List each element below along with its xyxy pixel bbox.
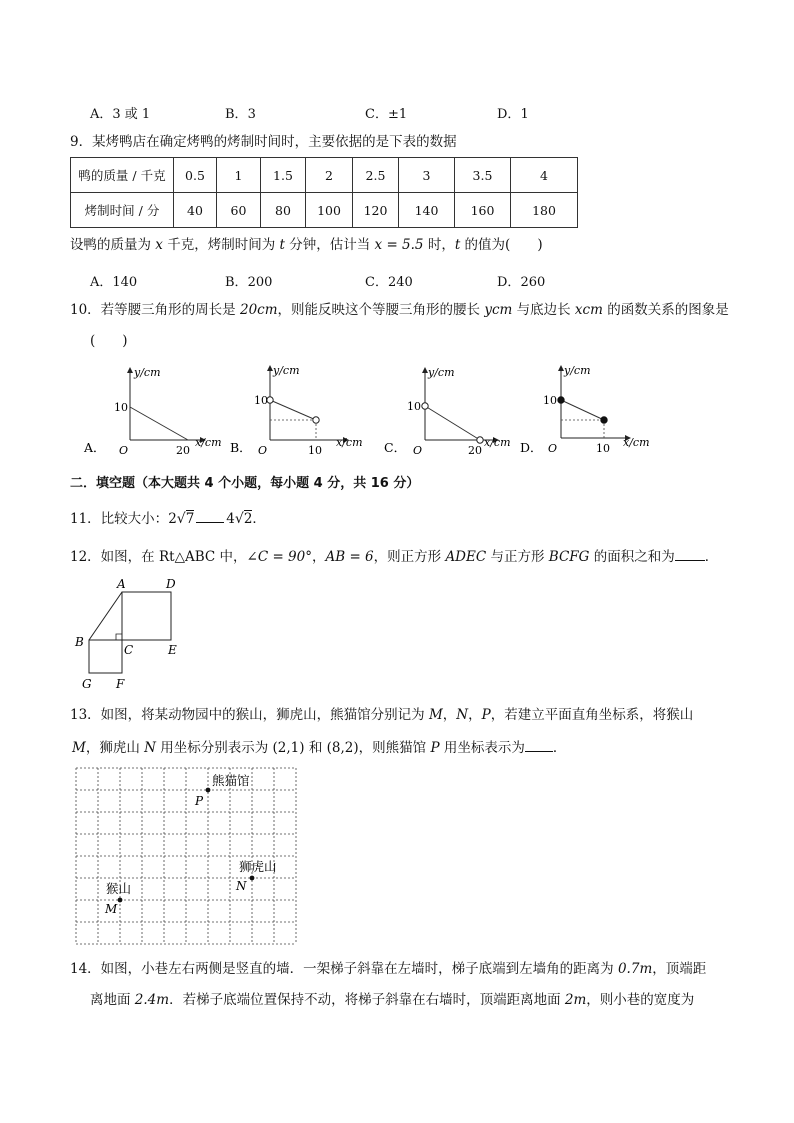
answer-blank[interactable] (525, 737, 553, 752)
table-cell: 40 (174, 193, 217, 228)
text: 12．如图，在 (70, 549, 159, 565)
math-var: P (430, 740, 440, 756)
text: 千克，烤制时间为 (162, 237, 280, 253)
math-expr: 2.4m (134, 992, 170, 1008)
math-expr: 20cm (239, 302, 278, 318)
table-cell: 100 (306, 193, 353, 228)
text: 14．如图，小巷左右两侧是竖直的墙．一架梯子斜靠在左墙时，梯子底端到左墙角的距离为 (70, 961, 618, 977)
y-axis-label: y/cm (134, 366, 161, 379)
text: 和 (304, 740, 327, 756)
y-tick-label: 10 (543, 394, 557, 407)
q12-stem (70, 546, 718, 566)
text: 用坐标分别表示为 (155, 740, 273, 756)
math-expr: ∠C = 90° (246, 549, 312, 565)
y-axis-label: y/cm (428, 366, 455, 379)
answer-paren[interactable]: 的值为( ) (460, 237, 543, 253)
x-tick-label: 20 (176, 444, 190, 457)
table-cell: 60 (217, 193, 261, 228)
label-lion: 狮虎山 (239, 859, 277, 874)
text: 13．如图，将某动物园中的猴山，狮虎山，熊猫馆分别记为 (70, 707, 429, 723)
point-m (118, 898, 123, 903)
graph-option-letter: A． (84, 440, 106, 455)
text: ，则熊猫馆 (358, 740, 431, 756)
table-cell: 2 (306, 158, 353, 193)
math-var: N (456, 707, 469, 723)
q13-map-grid (75, 767, 299, 945)
q8-option-a[interactable] (90, 103, 150, 122)
x-tick-label: 10 (308, 444, 322, 457)
table-header-cell: 鸭的质量 / 千克 (71, 158, 174, 193)
radicand: 2 (243, 511, 253, 527)
text: 用坐标表示为 (439, 740, 525, 756)
table-row (71, 193, 578, 228)
option-text: ±1 (387, 107, 408, 122)
q8-option-b[interactable] (225, 103, 256, 122)
text: ，顶端距 (652, 961, 707, 977)
q9-option-a[interactable] (90, 271, 137, 290)
option-text: 200 (247, 275, 273, 290)
option-letter: C． (365, 107, 388, 122)
math-expr: 2m (564, 992, 587, 1008)
label-d: D (166, 577, 176, 591)
table-cell: 3 (399, 158, 455, 193)
q12-figure (70, 574, 190, 694)
math-expr: Rt△ABC (158, 549, 216, 565)
label-n: N (236, 879, 247, 893)
q9-stem: 9．某烤鸭店在确定烤鸭的烤制时间时，主要依据的是下表的数据 (70, 134, 457, 150)
math-var: t (454, 237, 461, 253)
math-expr: x = 5.5 (374, 237, 424, 253)
label-panda: 熊猫馆 (212, 773, 250, 788)
table-cell: 180 (511, 193, 578, 228)
table-cell: 1.5 (261, 158, 306, 193)
solid-point (558, 397, 564, 403)
q11-stem (70, 508, 266, 528)
text: 的面积之和为 (589, 549, 675, 565)
origin-label: O (258, 444, 268, 457)
text: ，则小巷的宽度为 (586, 992, 695, 1008)
math-expr: (8,2) (326, 740, 359, 756)
table-cell: 120 (353, 193, 399, 228)
q10-stem (70, 301, 729, 319)
option-text: 3 或 1 (112, 107, 151, 122)
option-letter: D． (497, 107, 521, 122)
label-e: E (168, 643, 177, 657)
label-monkey: 猴山 (106, 881, 132, 896)
graph-line (130, 407, 188, 440)
math-expr: ADEC (445, 549, 487, 565)
q14-stem-line1 (70, 960, 706, 978)
option-text: 240 (387, 275, 413, 290)
math-expr: AB = 6 (325, 549, 374, 565)
option-letter: B． (225, 107, 248, 122)
origin-label: O (413, 444, 423, 457)
table-cell: 80 (261, 193, 306, 228)
q8-option-c[interactable] (365, 103, 407, 122)
q9-option-b[interactable] (225, 271, 272, 290)
q9-option-c[interactable] (365, 271, 413, 290)
x-axis-label: x/cm (336, 436, 363, 449)
text: 设鸭的质量为 (70, 237, 156, 253)
option-letter: B． (225, 275, 248, 290)
label-p: P (195, 794, 204, 808)
section-title: 二．填空题（本大题共 4 个小题，每小题 4 分，共 16 分） (70, 476, 420, 491)
q8-option-d[interactable] (497, 103, 529, 122)
text: ， (311, 549, 326, 565)
graph-c[interactable] (384, 366, 511, 457)
label-b: B (75, 635, 84, 649)
graph-d[interactable] (520, 364, 650, 455)
y-tick-label: 10 (254, 394, 268, 407)
table-cell: 4 (511, 158, 578, 193)
option-text: 3 (247, 107, 256, 122)
table-cell: 3.5 (455, 158, 511, 193)
math-var: xcm (574, 302, 603, 318)
q10-graphs (80, 362, 700, 458)
x-tick-label: 10 (596, 442, 610, 455)
table-cell: 0.5 (174, 158, 217, 193)
q13-stem-line1 (70, 706, 693, 724)
math-var: x (155, 237, 163, 253)
table-cell: 2.5 (353, 158, 399, 193)
math-var: ycm (484, 302, 513, 318)
text: ． (704, 549, 719, 565)
table-cell: 160 (455, 193, 511, 228)
text: ，狮虎山 (85, 740, 145, 756)
graph-option-letter: B． (230, 440, 252, 455)
q9-option-d[interactable] (497, 271, 545, 290)
math-var: t (279, 237, 285, 253)
math-var: M (72, 740, 86, 756)
origin-label: O (548, 442, 558, 455)
text: 的函数关系的图象是 (602, 302, 729, 318)
text: 10．若等腰三角形的周长是 (70, 302, 240, 318)
table-header-cell: 烤制时间 / 分 (71, 193, 174, 228)
x-tick-label: 20 (468, 444, 482, 457)
open-point (313, 417, 319, 423)
duck-table (70, 157, 578, 228)
y-axis-label: y/cm (273, 364, 300, 377)
text: 时， (423, 237, 455, 253)
sqrt-icon: √ (234, 511, 244, 527)
option-letter: A． (90, 107, 113, 122)
q13-stem-line2 (72, 737, 566, 757)
table-row (71, 158, 578, 193)
text: 分钟，估计当 (284, 237, 375, 253)
label-g: G (82, 677, 92, 691)
table-cell: 140 (399, 193, 455, 228)
solid-point (601, 417, 607, 423)
text: 与底边长 (512, 302, 575, 318)
table-cell: 1 (217, 158, 261, 193)
option-text: 1 (520, 107, 529, 122)
answer-blank[interactable] (196, 508, 224, 523)
math-var: N (144, 740, 156, 756)
open-point (422, 403, 428, 409)
option-letter: C． (365, 275, 388, 290)
graph-option-letter: C． (384, 440, 407, 455)
q14-stem-line2 (90, 991, 694, 1009)
option-letter: D． (497, 275, 521, 290)
text: 11．比较大小： (70, 511, 169, 527)
open-point (477, 437, 483, 443)
text: ． (552, 740, 567, 756)
text: 中， (215, 549, 247, 565)
point-p (206, 788, 211, 793)
graph-line (270, 400, 316, 420)
text: ，则正方形 (373, 549, 446, 565)
radicand: 7 (185, 511, 195, 527)
text: ， (442, 707, 457, 723)
label-f: F (116, 677, 125, 691)
x-axis-label: x/cm (623, 436, 650, 449)
text: 离地面 (90, 992, 135, 1008)
label-c: C (124, 643, 134, 657)
label-m: M (105, 902, 118, 916)
math-var: P (481, 707, 491, 723)
option-text: 140 (112, 275, 138, 290)
text: ．若梯子底端位置保持不动，将梯子斜靠在右墙时，顶端距离地面 (169, 992, 565, 1008)
option-letter: A． (90, 275, 113, 290)
math-expr: BCFG (548, 549, 590, 565)
point-n (250, 876, 255, 881)
math-coef: 2 (168, 511, 177, 527)
origin-label: O (119, 444, 129, 457)
text: 与正方形 (486, 549, 549, 565)
math-expr: (2,1) (272, 740, 305, 756)
math-var: M (428, 707, 443, 723)
q10-answer-paren[interactable]: ( ) (90, 333, 128, 349)
text: ． (252, 511, 266, 527)
graph-option-letter: D． (520, 440, 543, 455)
text: ， (468, 707, 482, 723)
graph-line (425, 406, 480, 440)
y-tick-label: 10 (114, 401, 128, 414)
sqrt-icon: √ (176, 511, 186, 527)
square-bcfg (89, 640, 122, 673)
x-axis-label: x/cm (195, 436, 222, 449)
math-coef: 4 (226, 511, 235, 527)
graph-a[interactable] (83, 366, 222, 457)
math-expr: 0.7m (617, 961, 653, 977)
graph-line (561, 400, 604, 420)
y-axis-label: y/cm (564, 364, 591, 377)
text: ，若建立平面直角坐标系，将猴山 (490, 707, 694, 723)
y-tick-label: 10 (407, 400, 421, 413)
square-adec (122, 592, 171, 640)
right-angle-mark (116, 634, 122, 640)
option-text: 260 (520, 275, 546, 290)
text: ，则能反映这个等腰三角形的腰长 (277, 302, 485, 318)
q9-question (70, 236, 543, 254)
segment-ab (89, 592, 122, 640)
grid-lines (76, 768, 296, 944)
answer-blank[interactable] (675, 546, 705, 561)
x-axis-label: x/cm (484, 436, 511, 449)
graph-b[interactable] (230, 364, 363, 457)
label-a: A (117, 577, 126, 591)
